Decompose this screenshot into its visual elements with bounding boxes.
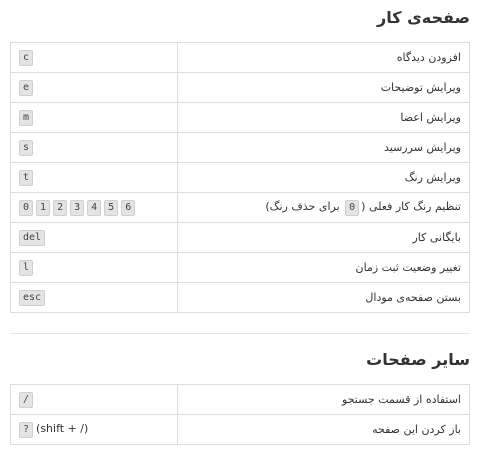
section-title-card-page: صفحه‌ی کار <box>377 8 470 27</box>
key-cap: 2 <box>53 200 67 216</box>
key-cap: 1 <box>36 200 50 216</box>
shortcut-description: بایگانی کار <box>178 223 470 253</box>
shortcut-description: ویرایش رنگ <box>178 163 470 193</box>
shortcut-keys <box>11 163 178 193</box>
table-row <box>11 223 470 253</box>
shortcut-keys <box>11 103 178 133</box>
key-cap: ? <box>19 422 33 438</box>
key-cap: 0 <box>19 200 33 216</box>
shortcut-keys <box>11 385 178 415</box>
table-row <box>11 193 470 223</box>
shortcut-keys <box>11 253 178 283</box>
key-cap: m <box>19 110 33 126</box>
shortcut-keys <box>11 223 178 253</box>
table-row <box>11 163 470 193</box>
key-cap: e <box>19 80 33 96</box>
table-row <box>11 133 470 163</box>
key-cap: / <box>19 392 33 408</box>
key-hint: (shift + /) <box>36 421 89 435</box>
section-divider <box>10 333 470 334</box>
key-cap: 3 <box>70 200 84 216</box>
key-cap: 6 <box>121 200 135 216</box>
key-cap: l <box>19 260 33 276</box>
key-cap: del <box>19 230 45 246</box>
shortcut-keys <box>11 193 178 223</box>
desc-part: برای حذف رنگ) <box>265 199 344 213</box>
shortcut-description: استفاده از قسمت جستجو <box>178 385 470 415</box>
shortcut-keys <box>11 133 178 163</box>
key-cap: c <box>19 50 33 66</box>
key-cap: esc <box>19 290 45 306</box>
table-row <box>11 43 470 73</box>
key-cap: t <box>19 170 33 186</box>
shortcut-description: تغییر وضعیت ثبت زمان <box>178 253 470 283</box>
other-shortcuts-table <box>10 384 470 445</box>
table-row <box>11 415 470 445</box>
card-shortcuts-table <box>10 42 470 313</box>
shortcut-keys <box>11 73 178 103</box>
desc-part: تنظیم رنگ کار فعلی ( <box>361 199 461 213</box>
shortcut-description <box>178 193 470 223</box>
table-row <box>11 73 470 103</box>
shortcut-description: ویرایش اعضا <box>178 103 470 133</box>
shortcut-keys <box>11 43 178 73</box>
table-row <box>11 253 470 283</box>
shortcut-keys <box>11 415 178 445</box>
section-title-other-pages: سایر صفحات <box>366 350 470 369</box>
table-row <box>11 103 470 133</box>
key-cap: 0 <box>345 200 359 216</box>
shortcut-description: باز کردن این صفحه <box>178 415 470 445</box>
shortcut-description: ویرایش سررسید <box>178 133 470 163</box>
key-cap: 4 <box>87 200 101 216</box>
shortcut-description: بستن صفحه‌ی مودال <box>178 283 470 313</box>
shortcut-description: ویرایش توضیحات <box>178 73 470 103</box>
table-row <box>11 283 470 313</box>
key-cap: 5 <box>104 200 118 216</box>
table-row <box>11 385 470 415</box>
shortcut-keys <box>11 283 178 313</box>
key-cap: s <box>19 140 33 156</box>
shortcut-description: افزودن دیدگاه <box>178 43 470 73</box>
